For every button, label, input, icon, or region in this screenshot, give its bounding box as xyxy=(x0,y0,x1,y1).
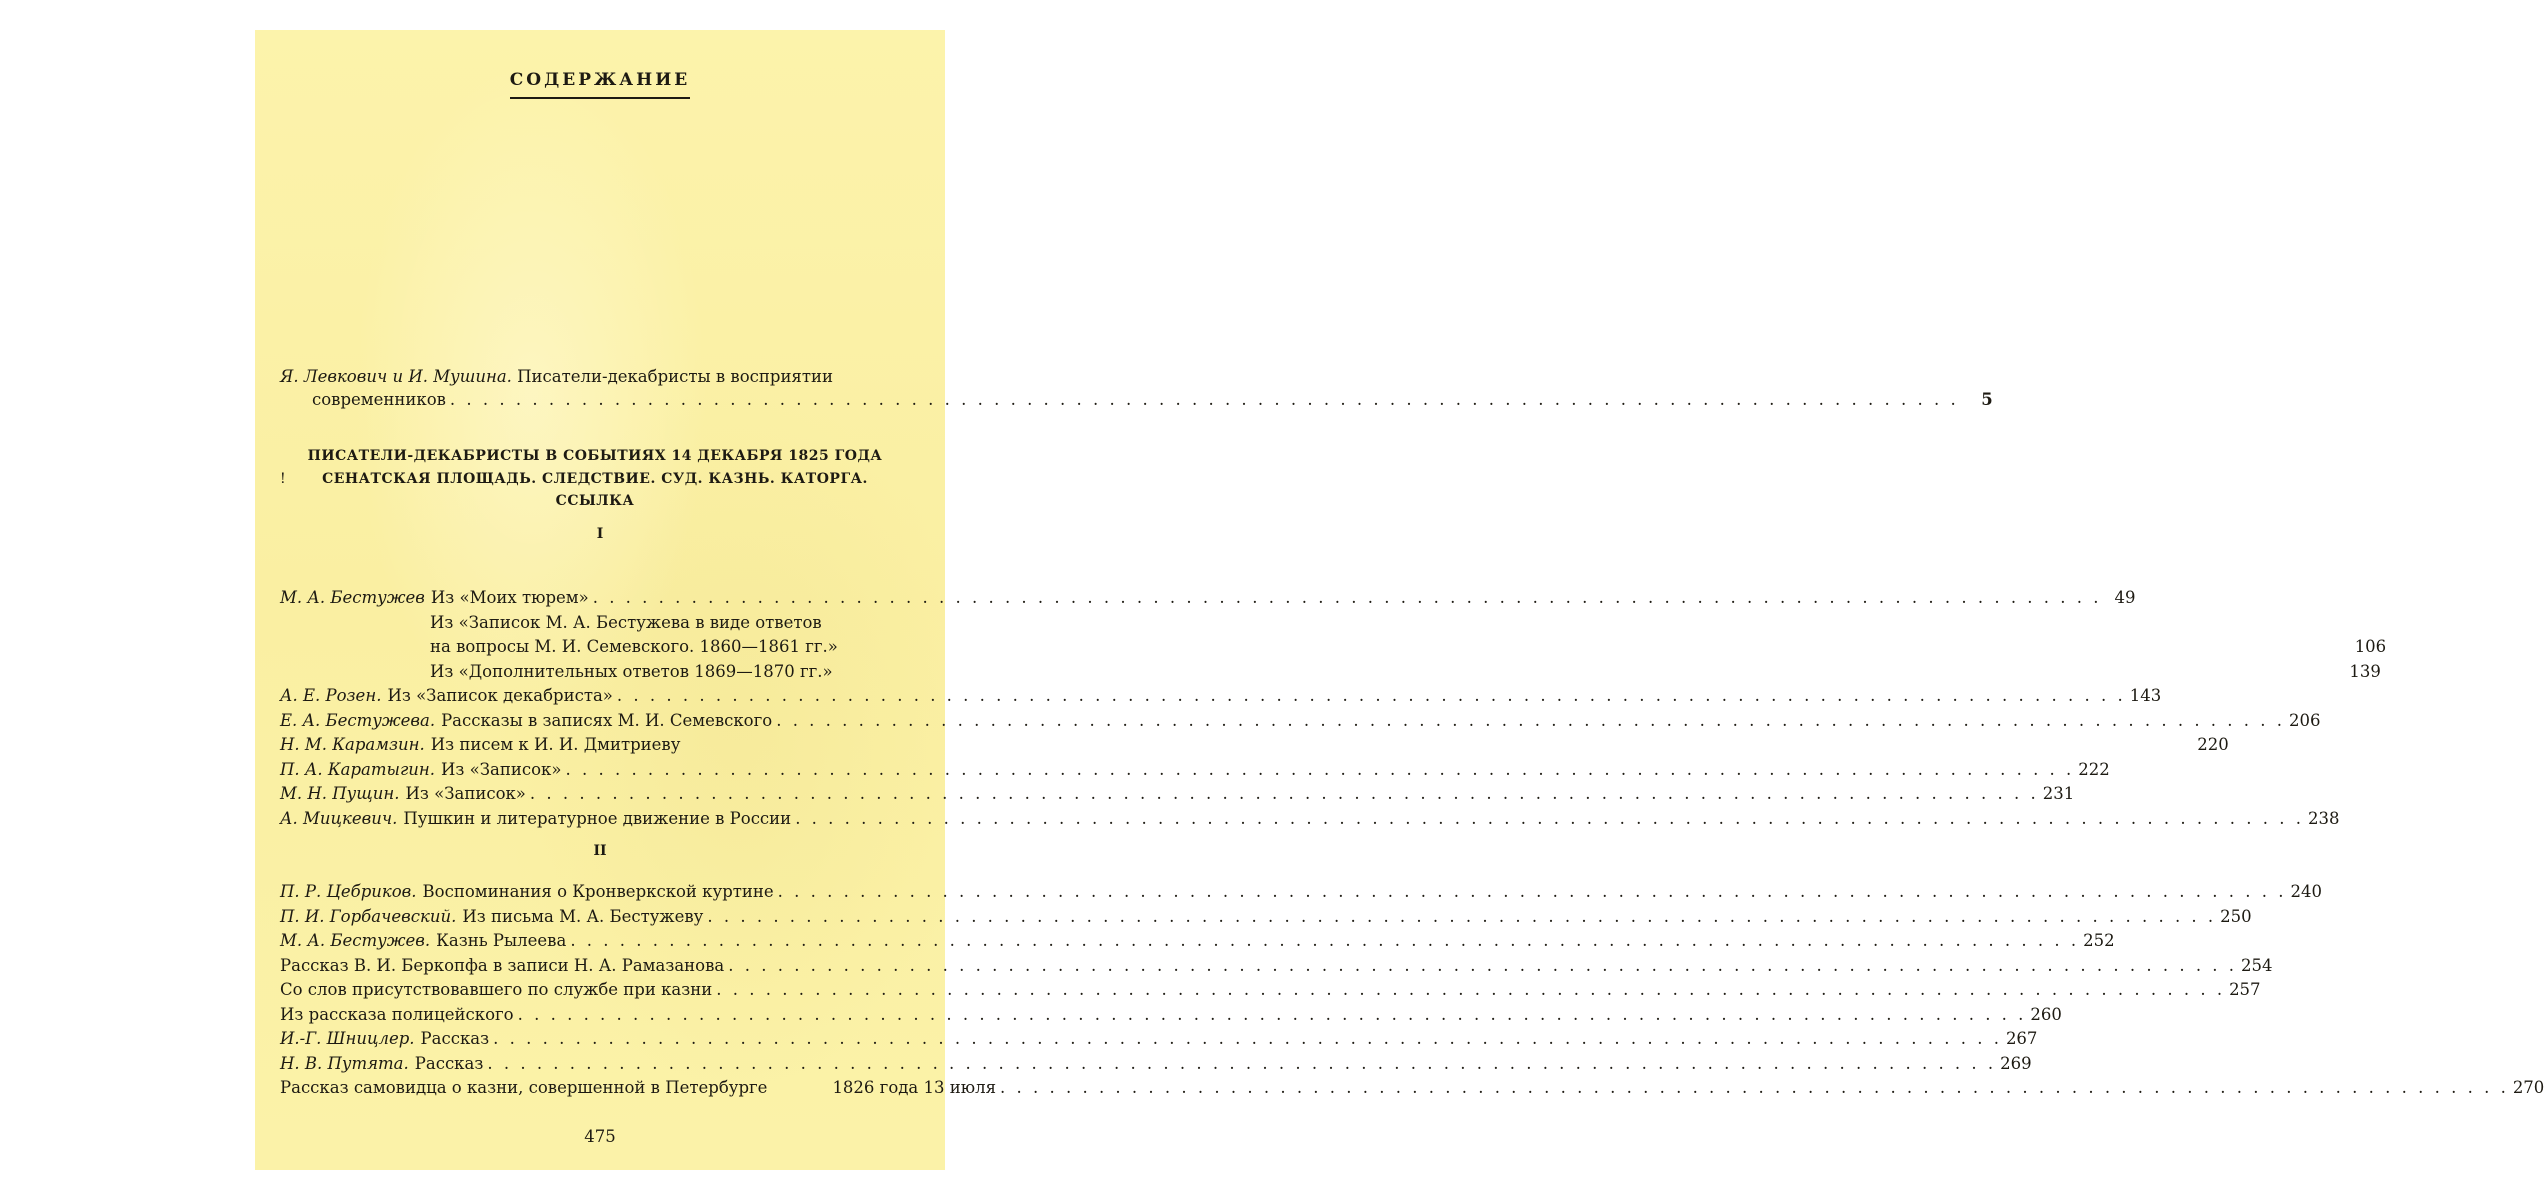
toc-entry xyxy=(280,684,2162,709)
entry-author: М. А. Бестужев xyxy=(280,588,425,607)
entry-title-line2: на вопросы М. И. Семевского. 1860—1861 гг.» xyxy=(430,637,838,656)
entry-title: Из «Дополнительных ответов 1869—1870 гг.» xyxy=(430,661,833,681)
entry-author: М. Н. Пущин. xyxy=(280,784,400,803)
entry-page: 254 xyxy=(2241,955,2273,975)
entry-page: 5 xyxy=(1981,390,1993,409)
entry-title: Из «Моих тюрем» xyxy=(430,588,589,607)
entry-page: 238 xyxy=(2308,808,2340,828)
entry-author: Я. Левкович и И. Мушина. xyxy=(280,367,512,386)
entry-page: 231 xyxy=(2042,784,2075,803)
section-line3: ССЫЛКА xyxy=(555,493,635,509)
entry-page: 267 xyxy=(2005,1029,2038,1048)
dot-leader xyxy=(617,684,2126,709)
entry-page: 139 xyxy=(2349,661,2381,681)
entry-title-line1: Рассказ самовидца о казни, совершенной в Петербурге xyxy=(280,1078,768,1097)
dot-leader xyxy=(716,978,2225,1003)
entry-author: Н. М. Карамзин. xyxy=(280,735,425,754)
entry-page: 206 xyxy=(2289,710,2321,730)
entry-page: 143 xyxy=(2129,686,2162,705)
entry-page: 270 xyxy=(2512,1078,2544,1097)
entry-page: 222 xyxy=(2078,759,2110,779)
dot-leader xyxy=(1000,1076,2509,1101)
toc-entry xyxy=(280,586,2136,611)
toc-entry xyxy=(280,929,2115,954)
section-line1: ПИСАТЕЛИ-ДЕКАБРИСТЫ В СОБЫТИЯХ 14 ДЕКАБРЯ 1825 ГОДА xyxy=(307,448,883,464)
dot-leader xyxy=(728,954,2237,979)
entry-page: 252 xyxy=(2083,931,2115,950)
toc-entry xyxy=(280,709,2321,734)
entry-title: Рассказ В. И. Беркопфа в записи Н. А. Рамазанова xyxy=(280,955,725,975)
entry-page: 250 xyxy=(2220,906,2252,926)
entry-author: А. Мицкевич. xyxy=(280,808,398,828)
entry-page: 257 xyxy=(2229,980,2261,999)
entry-title: Рассказ xyxy=(414,1053,484,1073)
page-number: 475 xyxy=(584,1127,616,1146)
entry-title: Из рассказа полицейского xyxy=(280,1004,514,1024)
part-numeral-1: I xyxy=(596,526,604,542)
section-line2: СЕНАТСКАЯ ПЛОЩАДЬ. СЛЕДСТВИЕ. СУД. КАЗНЬ. КАТОРГА. xyxy=(322,471,868,487)
entry-title: Из «Записок» xyxy=(405,784,526,803)
dot-leader xyxy=(778,880,2287,905)
section-heading xyxy=(280,445,895,512)
entry-title-line1: Из «Записок М. А. Бестужева в виде ответов xyxy=(430,612,822,632)
dot-leader xyxy=(776,709,2285,734)
dot-leader xyxy=(565,758,2074,783)
book-page xyxy=(255,30,2544,1170)
entry-page: 260 xyxy=(2030,1004,2062,1024)
part-numeral-2: II xyxy=(593,843,607,859)
entry-title: Пушкин и литературное движение в России xyxy=(403,808,792,828)
entry-title: Рассказ xyxy=(420,1029,490,1048)
toc-entry xyxy=(280,1027,2038,1052)
entry-title: Казнь Рылеева xyxy=(436,931,567,950)
toc-entry xyxy=(280,1003,2062,1028)
entry-title: Из «Записок» xyxy=(441,759,562,779)
dot-leader xyxy=(487,1052,1996,1077)
entry-title: Из писем к И. И. Дмитриеву xyxy=(430,735,681,754)
entry-page: 106 xyxy=(2354,637,2387,656)
toc-entry xyxy=(280,733,2229,758)
entry-author: М. А. Бестужев. xyxy=(280,931,431,950)
entry-title: Из «Записок декабриста» xyxy=(387,686,613,705)
toc-entry xyxy=(280,611,905,636)
toc-entry xyxy=(280,978,2261,1003)
toc-entry xyxy=(280,954,2273,979)
dot-leader xyxy=(493,1027,2002,1052)
toc-entry xyxy=(280,1076,2544,1101)
entry-title-line1: Писатели-декабристы в восприятии xyxy=(517,367,833,386)
margin-mark: ! xyxy=(280,471,287,487)
toc-entry xyxy=(280,758,2110,783)
entry-author: Н. В. Путята. xyxy=(280,1053,409,1073)
entry-author: П. И. Горбачевский. xyxy=(280,906,457,926)
entry-author: А. Е. Розен. xyxy=(280,686,382,705)
toc-entry xyxy=(280,660,2381,685)
entry-title-line2: 1826 года 13 июля xyxy=(832,1078,996,1097)
toc-entry xyxy=(280,905,2252,930)
toc-entry-cont xyxy=(280,635,2387,660)
toc-entry xyxy=(280,1052,2032,1077)
entry-page: 220 xyxy=(2197,735,2229,754)
entry-title: Воспоминания о Кронверкской куртине xyxy=(422,882,774,901)
dot-leader xyxy=(450,388,1959,411)
toc-entry xyxy=(280,880,2322,905)
entry-page: 269 xyxy=(2000,1053,2032,1073)
toc-entry xyxy=(280,782,2075,807)
entry-page: 240 xyxy=(2290,882,2322,901)
entry-author: П. А. Каратыгин. xyxy=(280,759,436,779)
entry-author: Е. А. Бестужева. xyxy=(280,710,436,730)
entry-title-line2: современников xyxy=(312,390,446,409)
entry-title: Со слов присутствовавшего по службе при казни xyxy=(280,980,713,999)
entry-title: Из письма М. А. Бестужеву xyxy=(462,906,704,926)
intro-entry xyxy=(280,365,1993,411)
dot-leader xyxy=(707,905,2216,930)
dot-leader xyxy=(795,807,2304,832)
dot-leader xyxy=(530,782,2039,807)
toc-entry xyxy=(280,807,2340,832)
entry-title: Рассказы в записях М. И. Семевского xyxy=(441,710,773,730)
entry-author: П. Р. Цебриков. xyxy=(280,882,417,901)
dot-leader xyxy=(593,586,2102,611)
toc-part-1 xyxy=(280,586,2387,831)
toc-part-2 xyxy=(280,880,2544,1101)
dot-leader xyxy=(570,929,2079,954)
entry-author: И.-Г. Шницлер. xyxy=(280,1029,415,1048)
entry-page: 49 xyxy=(2114,588,2136,607)
contents-title: СОДЕРЖАНИЕ xyxy=(255,70,945,99)
dot-leader xyxy=(518,1003,2027,1028)
